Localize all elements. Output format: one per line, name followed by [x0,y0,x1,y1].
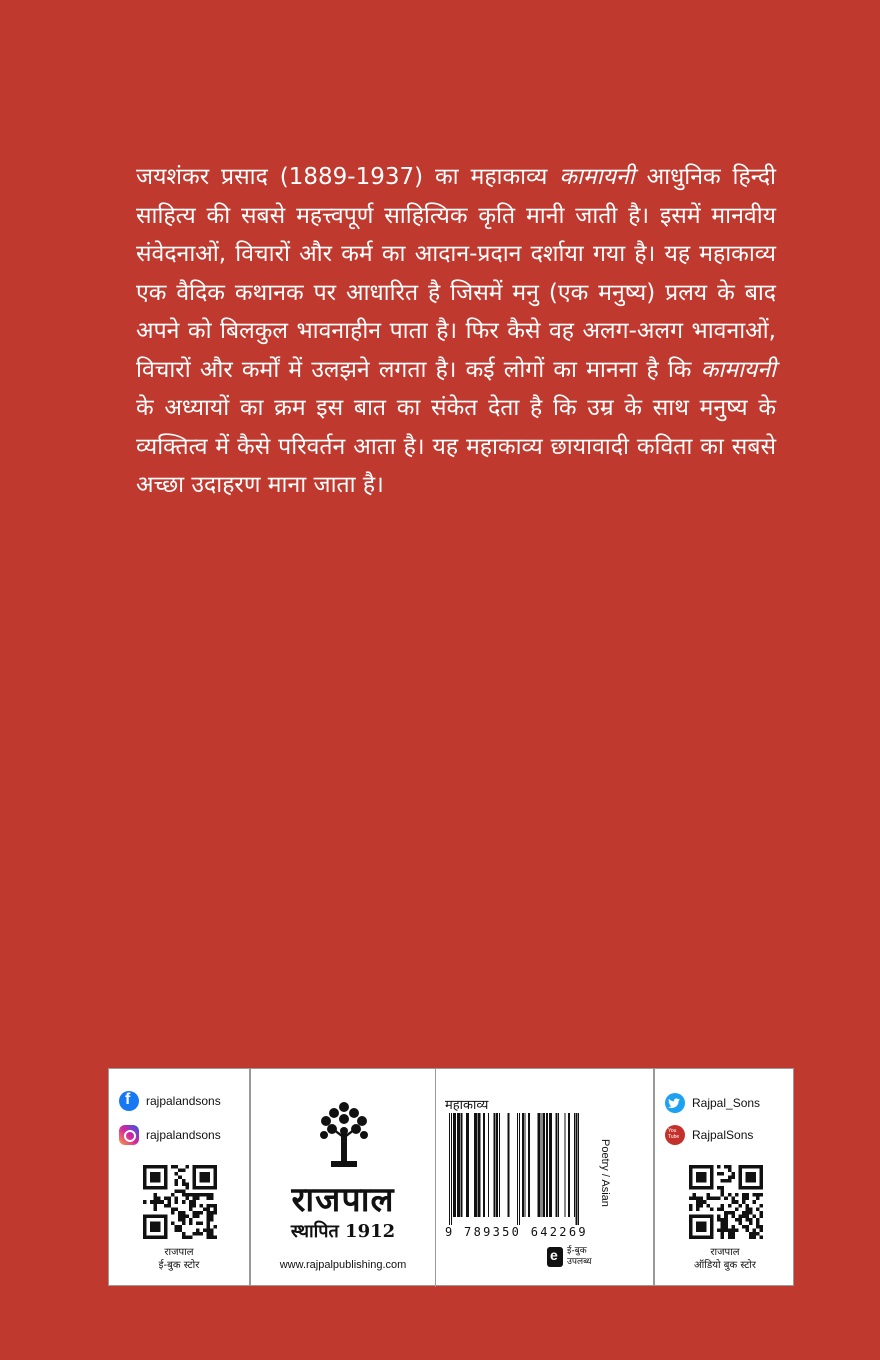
genre-hindi: महाकाव्य [445,1098,489,1113]
ebook-store-caption-line1: राजपाल [164,1247,194,1258]
audiobook-store-qr-code[interactable] [689,1165,763,1239]
facebook-handle-text: rajpalandsons [146,1094,221,1108]
social-panel-right [654,1068,794,1286]
book-title-italic-2: कामायनी [700,356,776,383]
back-cover-blurb [136,158,776,505]
ebook-store-caption [109,1246,249,1272]
established-year: स्थापित 1912 [290,1221,396,1242]
twitter-handle[interactable] [665,1093,760,1113]
twitter-icon [665,1093,685,1113]
isbn-number: 9 789350 642269 [445,1225,588,1239]
isbn-barcode [443,1113,607,1225]
facebook-handle[interactable] [119,1091,221,1111]
ebook-store-caption-line2: ई-बुक स्टोर [158,1260,200,1271]
genre-english: Poetry / Asian [599,1139,611,1207]
tree-logo [319,1099,369,1171]
book-title-italic: कामायनी [559,164,635,190]
publisher-logo-area [251,1069,436,1287]
publisher-website[interactable]: www.rajpalpublishing.com [279,1259,407,1271]
twitter-handle-text: Rajpal_Sons [692,1096,761,1110]
blurb-text-2: आधुनिक हिन्दी साहित्य की सबसे महत्त्वपूर्ण साहित्यिक कृति मानी जाती है। इसमें मानवीय संवेदनाओं, विचारों और कर्म का आदान-प्रदान दर्शाया गया है। यह महाकाव्य एक वैदिक कथानक पर आधारित है जिसमें मनु (एक मनुष्य) प्रलय के बाद अपने को बिलकुल भावनाहीन पाता है। फिर कैसे वह अलग-अलग भावनाओं, विचारों और कर्मों में उलझने लगता है। कई लोगों का मानना है कि [136,164,776,383]
publisher-name: राजपाल [291,1180,395,1220]
blurb-text-1: जयशंकर प्रसाद (1889-1937) का महाकाव्य [136,164,560,190]
publisher-barcode-panel [250,1068,654,1286]
audiobook-caption-line2: ऑडियो बुक स्टोर [694,1260,756,1271]
instagram-icon [119,1125,139,1145]
instagram-handle[interactable] [119,1125,221,1145]
social-panel-left [108,1068,250,1286]
publisher-strip [108,1068,794,1288]
ebook-store-qr-code[interactable] [143,1165,217,1239]
ebook-label-line1: ई-बुक [567,1246,587,1256]
ebook-icon [547,1247,563,1267]
ebook-label-line2: उपलब्ध [567,1257,592,1267]
audiobook-store-caption [655,1246,795,1272]
youtube-icon [665,1125,685,1145]
ebook-available-label [567,1246,617,1268]
facebook-icon [119,1091,139,1111]
audiobook-caption-line1: राजपाल [710,1247,740,1258]
youtube-handle-text: RajpalSons [692,1128,754,1142]
youtube-handle[interactable] [665,1125,753,1145]
blurb-text-3: के अध्यायों का क्रम इस बात का संकेत देता है कि उम्र के साथ मनुष्य के व्यक्तित्व में कैसे परिवर्तन आता है। यह महाकाव्य छायावादी कविता का सबसे अच्छा उदाहरण माना जाता है। [136,395,776,498]
instagram-handle-text: rajpalandsons [146,1128,221,1142]
